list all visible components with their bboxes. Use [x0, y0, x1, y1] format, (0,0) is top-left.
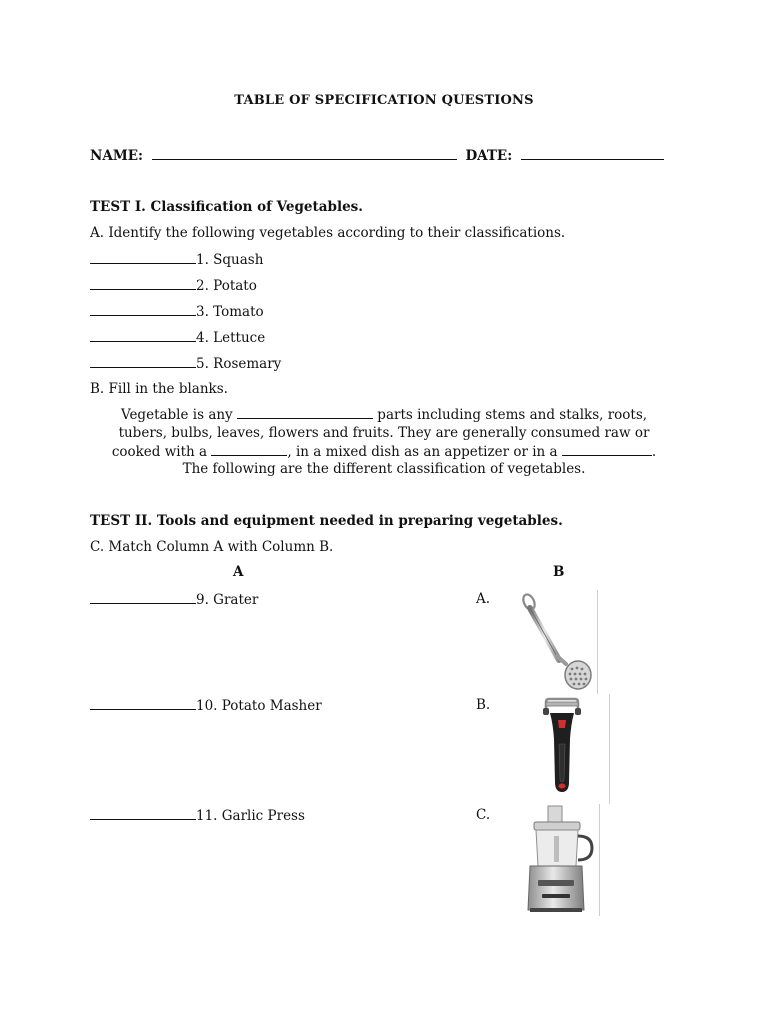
- item-label: 11. Garlic Press: [196, 808, 305, 824]
- para-text: cooked with a: [111, 444, 208, 460]
- peeler-icon: [520, 694, 610, 804]
- item-label: 2. Potato: [196, 278, 257, 294]
- item-label: 9. Grater: [196, 592, 259, 608]
- list-item: [90, 276, 257, 295]
- answer-blank[interactable]: [90, 806, 196, 820]
- answer-blank[interactable]: [90, 276, 196, 290]
- answer-blank[interactable]: [90, 302, 196, 316]
- item-label: 10. Potato Masher: [196, 698, 322, 714]
- column-a-header: A: [233, 564, 244, 580]
- table-row: [90, 590, 258, 609]
- fill-blank-3[interactable]: [562, 442, 652, 456]
- para-text: parts including stems and stalks, roots,: [377, 407, 648, 423]
- test1-heading: TEST I. Classification of Vegetables.: [90, 199, 363, 215]
- list-item: [90, 250, 263, 269]
- answer-blank[interactable]: [90, 250, 196, 264]
- fill-blank-2[interactable]: [211, 442, 287, 456]
- table-row: [90, 806, 305, 825]
- item-label: 1. Squash: [196, 252, 264, 268]
- choice-image-c: [510, 804, 600, 916]
- date-blank[interactable]: [521, 146, 664, 160]
- name-blank[interactable]: [152, 146, 457, 160]
- page-title: TABLE OF SPECIFICATION QUESTIONS: [234, 93, 534, 108]
- potato-masher-icon: [510, 590, 598, 694]
- test1-partB-instruction: B. Fill in the blanks.: [90, 381, 228, 397]
- fill-paragraph-line-2: tubers, bulbs, leaves, flowers and fruits. They are generally consumed raw or: [118, 425, 650, 441]
- test2-instruction: C. Match Column A with Column B.: [90, 539, 334, 555]
- fill-paragraph-line-3: [90, 442, 678, 461]
- item-label: 3. Tomato: [196, 304, 264, 320]
- item-label: 5. Rosemary: [196, 356, 282, 372]
- choice-letter: A.: [476, 591, 491, 607]
- fill-blank-1[interactable]: [237, 405, 373, 419]
- fill-paragraph-line-4: The following are the different classification of vegetables.: [182, 461, 586, 477]
- item-label: 4. Lettuce: [196, 330, 266, 346]
- name-date-row: [90, 146, 664, 165]
- answer-blank[interactable]: [90, 696, 196, 710]
- para-text: .: [651, 444, 657, 460]
- name-label: NAME:: [90, 148, 144, 164]
- choice-letter: C.: [476, 807, 491, 823]
- answer-blank[interactable]: [90, 354, 196, 368]
- choice-letter: B.: [476, 697, 491, 713]
- list-item: [90, 328, 265, 347]
- answer-blank[interactable]: [90, 590, 196, 604]
- para-text: , in a mixed dish as an appetizer or in a: [287, 444, 558, 460]
- food-processor-icon: [510, 804, 600, 916]
- column-b-header: B: [553, 564, 565, 580]
- test2-heading: TEST II. Tools and equipment needed in preparing vegetables.: [90, 513, 563, 529]
- answer-blank[interactable]: [90, 328, 196, 342]
- choice-image-b: [520, 694, 610, 804]
- para-text: Vegetable is any: [120, 407, 233, 423]
- list-item: [90, 354, 281, 373]
- choice-image-a: [510, 590, 598, 694]
- fill-paragraph-line-1: [90, 405, 678, 424]
- table-row: [90, 696, 322, 715]
- date-label: DATE:: [465, 148, 513, 164]
- test1-partA-instruction: A. Identify the following vegetables according to their classifications.: [90, 225, 566, 241]
- list-item: [90, 302, 264, 321]
